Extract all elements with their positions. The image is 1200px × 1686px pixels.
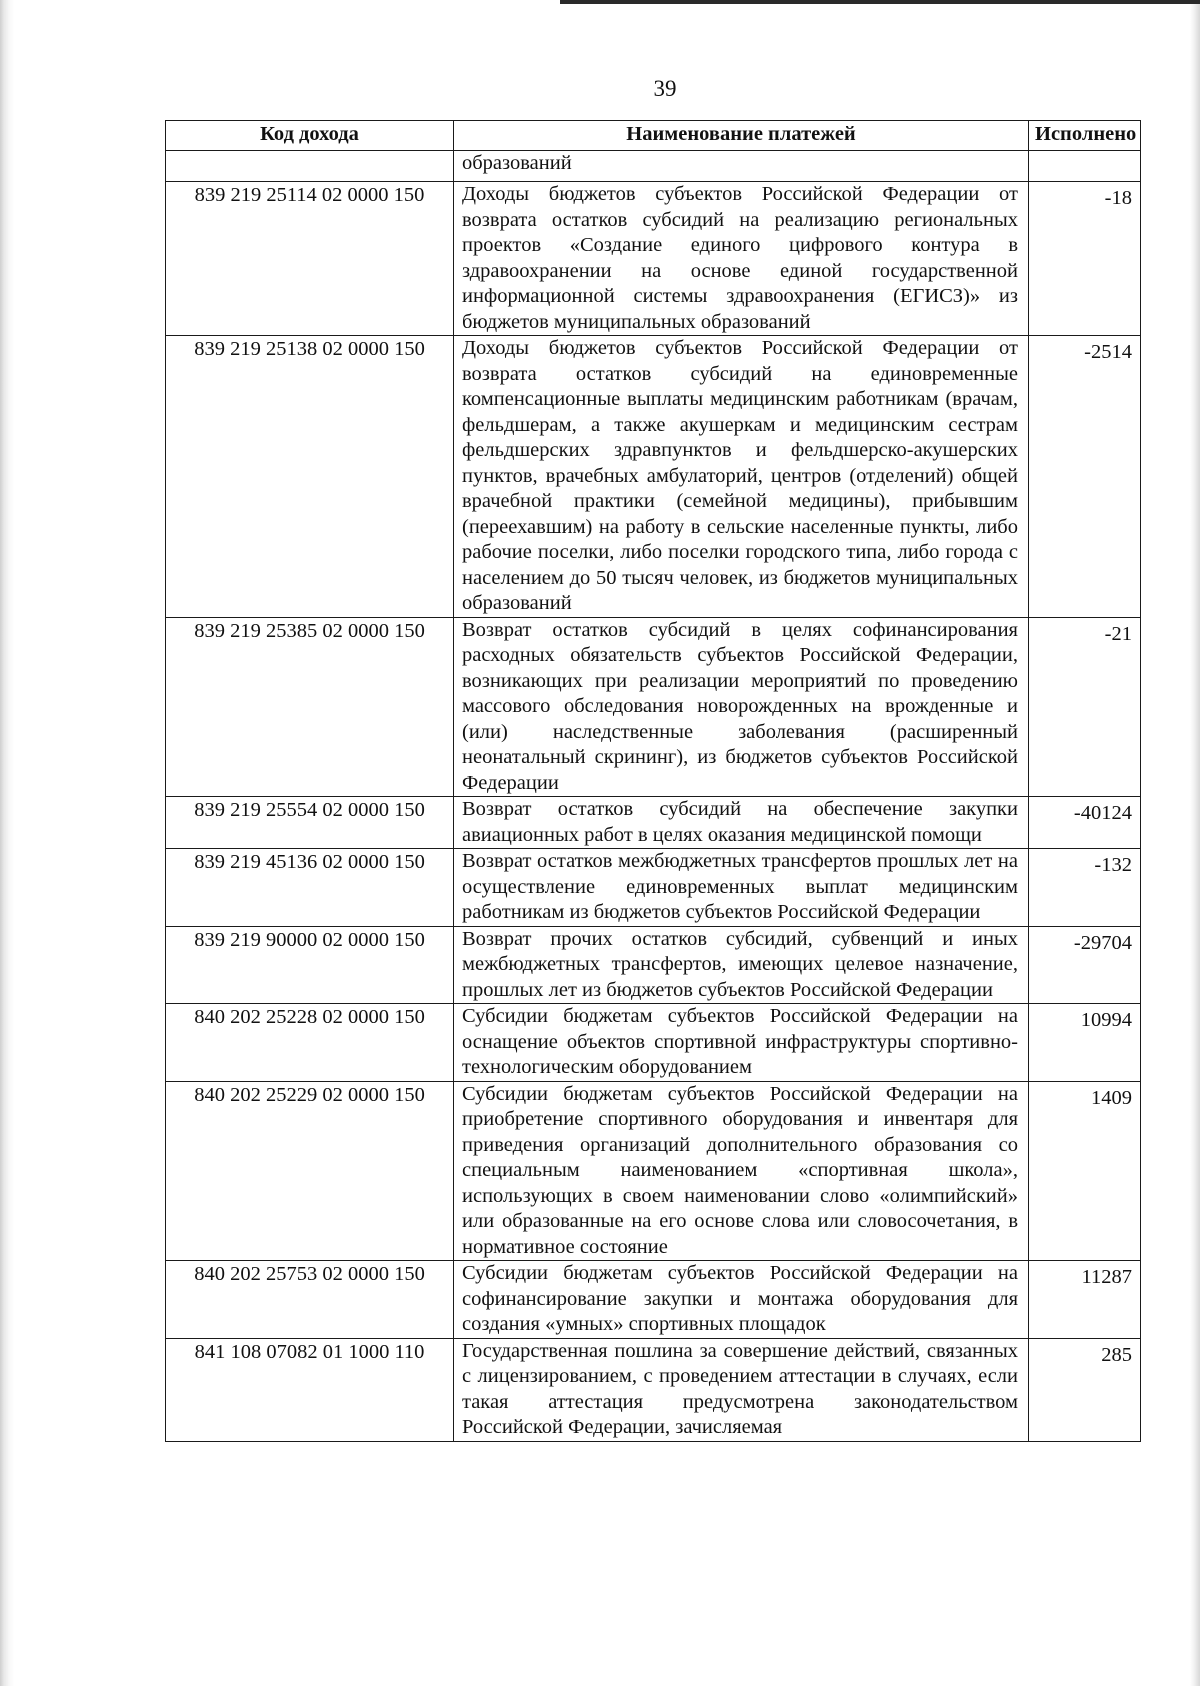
cell-value: -132 bbox=[1029, 849, 1141, 927]
cell-code: 840 202 25228 02 0000 150 bbox=[166, 1004, 454, 1082]
cell-name: Доходы бюджетов субъектов Российской Федерации от возврата остатков субсидий на единовременные компенсационные выплаты медицинским работникам (врачам, фельдшерам, а также акушеркам и медицинским сестрам фельдшерских здравпунктов и фельдшерско-акушерских пунктов, врачебных амбулаторий, центров (отделений) общей врачебной практики (семейной медицины), прибывшим (переехавшим) на работу в сельские населенные пункты, либо рабочие поселки, либо поселки городского типа, либо города с населением до 50 тысяч человек, из бюджетов муниципальных образований bbox=[454, 336, 1029, 618]
cell-name: образований bbox=[454, 151, 1029, 182]
scan-edge-left bbox=[0, 0, 14, 1686]
revenue-table bbox=[165, 120, 1141, 1442]
table-row bbox=[166, 182, 1141, 336]
cell-value bbox=[1029, 151, 1141, 182]
cell-code: 839 219 45136 02 0000 150 bbox=[166, 849, 454, 927]
header-value: Исполнено bbox=[1029, 121, 1141, 151]
cell-name: Возврат остатков субсидий на обеспечение закупки авиационных работ в целях оказания медицинской помощи bbox=[454, 797, 1029, 849]
header-name: Наименование платежей bbox=[454, 121, 1029, 151]
cell-value: 1409 bbox=[1029, 1081, 1141, 1261]
table-row bbox=[166, 797, 1141, 849]
cell-code: 839 219 25385 02 0000 150 bbox=[166, 617, 454, 797]
table-row bbox=[166, 336, 1141, 618]
table-row bbox=[166, 1081, 1141, 1261]
cell-code: 839 219 25138 02 0000 150 bbox=[166, 336, 454, 618]
scan-top-bar bbox=[560, 0, 1200, 4]
cell-name: Субсидии бюджетам субъектов Российской Федерации на софинансирование закупки и монтажа оборудования для создания «умных» спортивных площадок bbox=[454, 1261, 1029, 1339]
cell-value: 11287 bbox=[1029, 1261, 1141, 1339]
cell-code bbox=[166, 151, 454, 182]
cell-value: 10994 bbox=[1029, 1004, 1141, 1082]
cell-name: Субсидии бюджетам субъектов Российской Федерации на оснащение объектов спортивной инфраструктуры спортивно-технологическим оборудованием bbox=[454, 1004, 1029, 1082]
cell-value: -2514 bbox=[1029, 336, 1141, 618]
cell-code: 840 202 25229 02 0000 150 bbox=[166, 1081, 454, 1261]
scan-edge-right bbox=[1190, 0, 1200, 1686]
cell-code: 839 219 25114 02 0000 150 bbox=[166, 182, 454, 336]
table-row-continued bbox=[166, 151, 1141, 182]
table-row bbox=[166, 1338, 1141, 1441]
cell-code: 840 202 25753 02 0000 150 bbox=[166, 1261, 454, 1339]
cell-name: Субсидии бюджетам субъектов Российской Федерации на приобретение спортивного оборудования и инвентаря для приведения организаций дополнительного образования со специальным наименованием «спортивная школа», использующих в своем наименовании слово «олимпийский» или образованные на его основе слова или словосочетания, в нормативное состояние bbox=[454, 1081, 1029, 1261]
table-row bbox=[166, 617, 1141, 797]
cell-value: 285 bbox=[1029, 1338, 1141, 1441]
cell-value: -29704 bbox=[1029, 926, 1141, 1004]
table-row bbox=[166, 849, 1141, 927]
cell-name: Возврат прочих остатков субсидий, субвенций и иных межбюджетных трансфертов, имеющих целевое назначение, прошлых лет из бюджетов субъектов Российской Федерации bbox=[454, 926, 1029, 1004]
table-row bbox=[166, 926, 1141, 1004]
header-code: Код дохода bbox=[166, 121, 454, 151]
page-number: 39 bbox=[653, 76, 677, 101]
cell-code: 839 219 25554 02 0000 150 bbox=[166, 797, 454, 849]
cell-name: Возврат остатков субсидий в целях софинансирования расходных обязательств субъектов Российской Федерации, возникающих при реализации мероприятий по проведению массового обследования новорожденных на врожденные и (или) наследственные заболевания (расширенный неонатальный скрининг), из бюджетов субъектов Российской Федерации bbox=[454, 617, 1029, 797]
table-row bbox=[166, 1004, 1141, 1082]
cell-code: 841 108 07082 01 1000 110 bbox=[166, 1338, 454, 1441]
cell-name: Доходы бюджетов субъектов Российской Федерации от возврата остатков субсидий на реализацию региональных проектов «Создание единого цифрового контура в здравоохранении на основе единой государственной информационной системы здравоохранения (ЕГИСЗ)» из бюджетов муниципальных образований bbox=[454, 182, 1029, 336]
cell-name: Государственная пошлина за совершение действий, связанных с лицензированием, с проведением аттестации в случаях, если такая аттестация предусмотрена законодательством Российской Федерации, зачисляемая bbox=[454, 1338, 1029, 1441]
cell-code: 839 219 90000 02 0000 150 bbox=[166, 926, 454, 1004]
table-row bbox=[166, 1261, 1141, 1339]
table-header-row bbox=[166, 121, 1141, 151]
cell-value: -18 bbox=[1029, 182, 1141, 336]
cell-value: -40124 bbox=[1029, 797, 1141, 849]
cell-value: -21 bbox=[1029, 617, 1141, 797]
cell-name: Возврат остатков межбюджетных трансфертов прошлых лет на осуществление единовременных выплат медицинским работникам из бюджетов субъектов Российской Федерации bbox=[454, 849, 1029, 927]
